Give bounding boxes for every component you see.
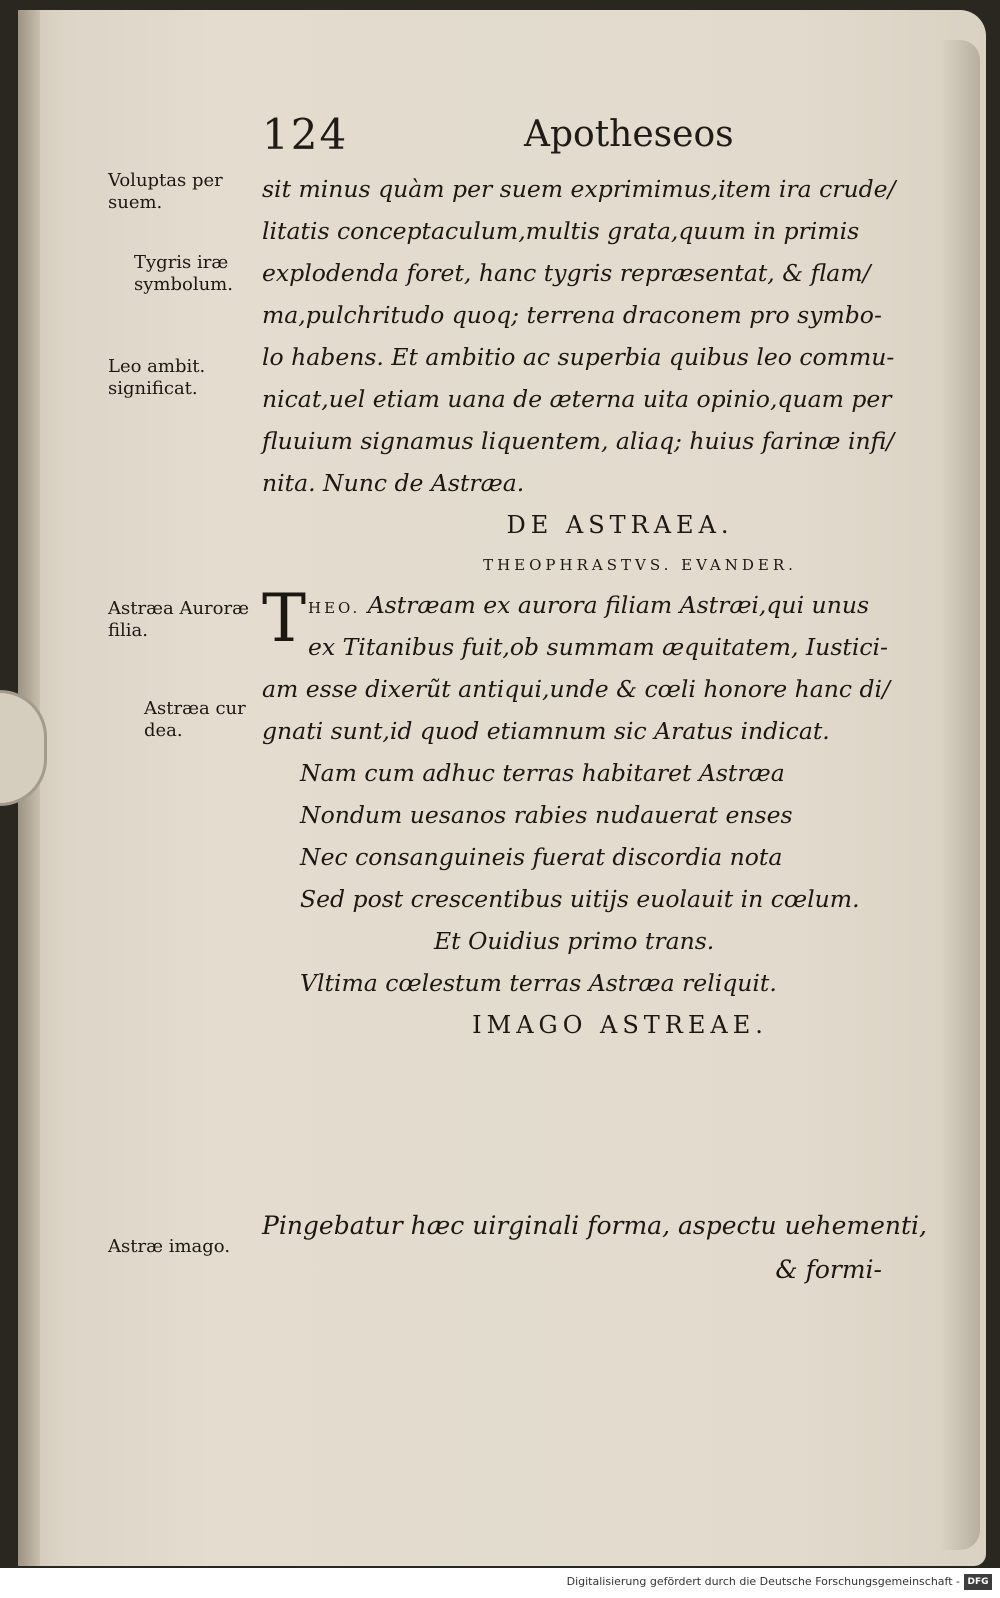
- margin-note: Tygris iræ symbolum.: [134, 252, 233, 295]
- text-line: ma,pulchritudo quoq; terrena draconem pro symbo-: [262, 301, 882, 329]
- digitization-footer: [0, 1568, 1000, 1598]
- catchword-line: & formi-: [775, 1255, 882, 1284]
- page-header: [0, 110, 1000, 170]
- verse-line: Nondum uesanos rabies nudauerat enses: [300, 801, 793, 829]
- text-line: ex Titanibus fuit,ob summam æquitatem, Iustici-: [308, 633, 888, 661]
- body-text: [262, 168, 927, 1292]
- text-line: nicat,uel etiam uana de æterna uita opinio,quam per: [262, 385, 892, 413]
- margin-note: Astræa Auroræ filia.: [108, 598, 250, 641]
- text-line: lo habens. Et ambitio ac superbia quibus leo commu-: [262, 343, 895, 371]
- margin-note: Astræa cur dea.: [144, 698, 246, 741]
- citation-line: Et Ouidius primo trans.: [434, 927, 715, 955]
- text-line: litatis conceptaculum,multis grata,quum in primis: [262, 217, 860, 245]
- verse-line: Nam cum adhuc terras habitaret Astræa: [300, 759, 785, 787]
- verse-line: Vltima cœlestum terras Astræa reliquit.: [300, 969, 777, 997]
- dfg-logo: DFG: [964, 1574, 992, 1590]
- image-title: IMAGO ASTREAE.: [472, 1011, 768, 1039]
- interlocutors-heading: THEOPHRASTVS. EVANDER.: [483, 556, 797, 574]
- image-space: [262, 1046, 902, 1204]
- footer-credit: Digitalisierung gefördert durch die Deutsche Forschungsgemeinschaft -: [566, 1575, 960, 1588]
- margin-note: Voluptas per suem.: [108, 170, 223, 213]
- margin-note: Astræ imago.: [108, 1236, 231, 1257]
- text-line: explodenda foret, hanc tygris repræsentat, & flam/: [262, 259, 871, 287]
- text-line: gnati sunt,id quod etiamnum sic Aratus indicat.: [262, 717, 830, 745]
- speaker-name: HEO.: [308, 599, 361, 617]
- margin-note: Leo ambit. significat.: [108, 356, 206, 399]
- section-title: DE ASTRAEA.: [506, 511, 734, 539]
- verse-line: Nec consanguineis fuerat discordia nota: [300, 843, 783, 871]
- text-line: sit minus quàm per suem exprimimus,item ira crude/: [262, 175, 896, 203]
- text-segment: Astræam ex aurora filiam Astræi,qui unus: [367, 591, 870, 619]
- text-line: am esse dixerũt antiqui,unde & cœli honore hanc di/: [262, 675, 890, 703]
- verse-line: Sed post crescentibus uitijs euolauit in cœlum.: [300, 885, 860, 913]
- page-edge-shadow: [940, 40, 980, 1550]
- text-line: fluuium signamus liquentem, aliaq; huius farinæ infi/: [262, 427, 895, 455]
- drop-cap: T: [262, 580, 307, 657]
- text-line: nita. Nunc de Astræa.: [262, 469, 525, 497]
- page-number: 124: [262, 110, 349, 159]
- text-line: Pingebatur hæc uirginali forma, aspectu uehementi,: [262, 1211, 927, 1240]
- running-head: Apotheseos: [524, 114, 734, 155]
